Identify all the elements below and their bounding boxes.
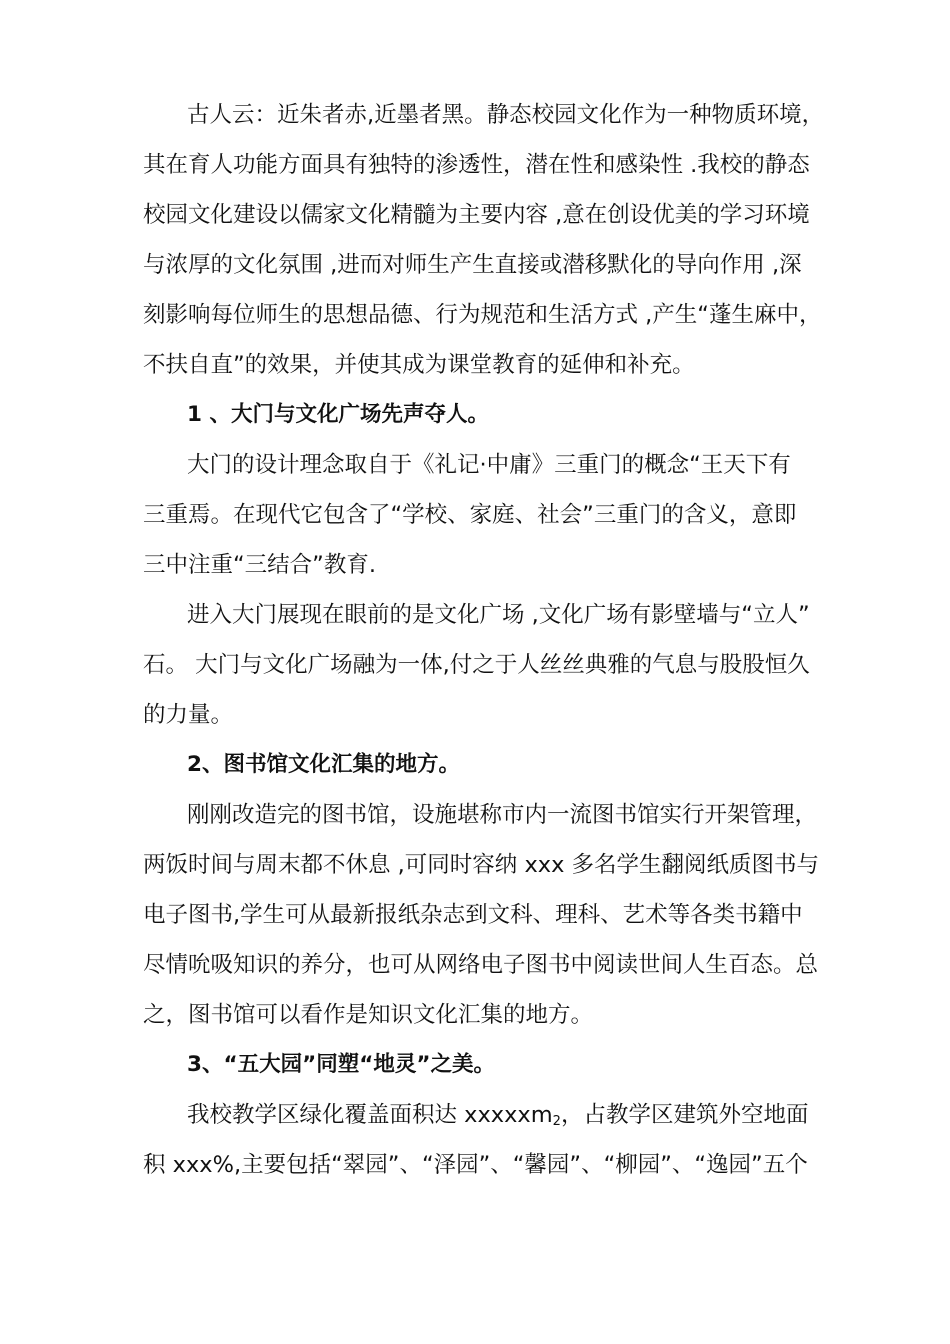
paragraph-2-line-1: 大门的设计理念取自于《礼记·中庸》三重门的概念“王天下有	[187, 452, 791, 478]
paragraph-1-line-4: 与浓厚的文化氛围 ,进而对师生产生直接或潜移默化的导向作用 ,深	[143, 252, 802, 278]
paragraph-5-line-1-post: ，占教学区建筑外空地面	[560, 1102, 809, 1128]
paragraph-1-line-5: 刻影响每位师生的思想品德、行为规范和生活方式 ,产生“蓬生麻中，	[143, 302, 822, 328]
paragraph-3-line-2: 石。 大门与文化广场融为一体,付之于人丝丝典雅的气息与股股恒久	[143, 652, 810, 678]
section-heading-2: 2、图书馆文化汇集的地方。	[187, 752, 460, 777]
paragraph-1-line-6: 不扶自直”的效果，并使其成为课堂教育的延伸和补充。	[143, 352, 695, 378]
section-heading-3: 3、“五大园”同塑“地灵”之美。	[187, 1052, 495, 1077]
paragraph-2-line-3: 三中注重“三结合”教育.	[143, 552, 376, 578]
paragraph-5-line-1-pre: 我校教学区绿化覆盖面积达 xxxxxm	[187, 1102, 553, 1128]
paragraph-5-line-1	[187, 1095, 808, 1135]
paragraph-3-line-1: 进入大门展现在眼前的是文化广场 ,文化广场有影壁墙与“立人”	[187, 602, 810, 628]
paragraph-3-line-3: 的力量。	[143, 702, 234, 728]
paragraph-4-line-2: 两饭时间与周末都不休息 ,可同时容纳 xxx 多名学生翻阅纸质图书与	[143, 852, 820, 878]
paragraph-4-line-5: 之，图书馆可以看作是知识文化汇集的地方。	[143, 1002, 594, 1028]
paragraph-1-line-1: 古人云：近朱者赤,近墨者黑。静态校园文化作为一种物质环境，	[187, 102, 825, 128]
area-unit-subscript: 2	[552, 1114, 561, 1129]
paragraph-4-line-1: 刚刚改造完的图书馆，设施堪称市内一流图书馆实行开架管理，	[187, 802, 818, 828]
section-heading-1: 1 、大门与文化广场先声夺人。	[187, 402, 489, 427]
paragraph-1-line-2: 其在育人功能方面具有独特的渗透性，潜在性和感染性 .我校的静态	[143, 152, 810, 178]
paragraph-1-line-3: 校园文化建设以儒家文化精髓为主要内容 ,意在创设优美的学习环境	[143, 202, 810, 228]
paragraph-4-line-4: 尽情吮吸知识的养分，也可从网络电子图书中阅读世间人生百态。总	[143, 952, 819, 978]
paragraph-2-line-2: 三重焉。在现代它包含了“学校、家庭、社会”三重门的含义，意即	[143, 502, 797, 528]
paragraph-4-line-3: 电子图书,学生可从最新报纸杂志到文科、理科、艺术等各类书籍中	[143, 902, 803, 928]
paragraph-5-line-2: 积 xxx%,主要包括“翠园”、“泽园”、“馨园”、“柳园”、“逸园”五个	[143, 1152, 808, 1178]
